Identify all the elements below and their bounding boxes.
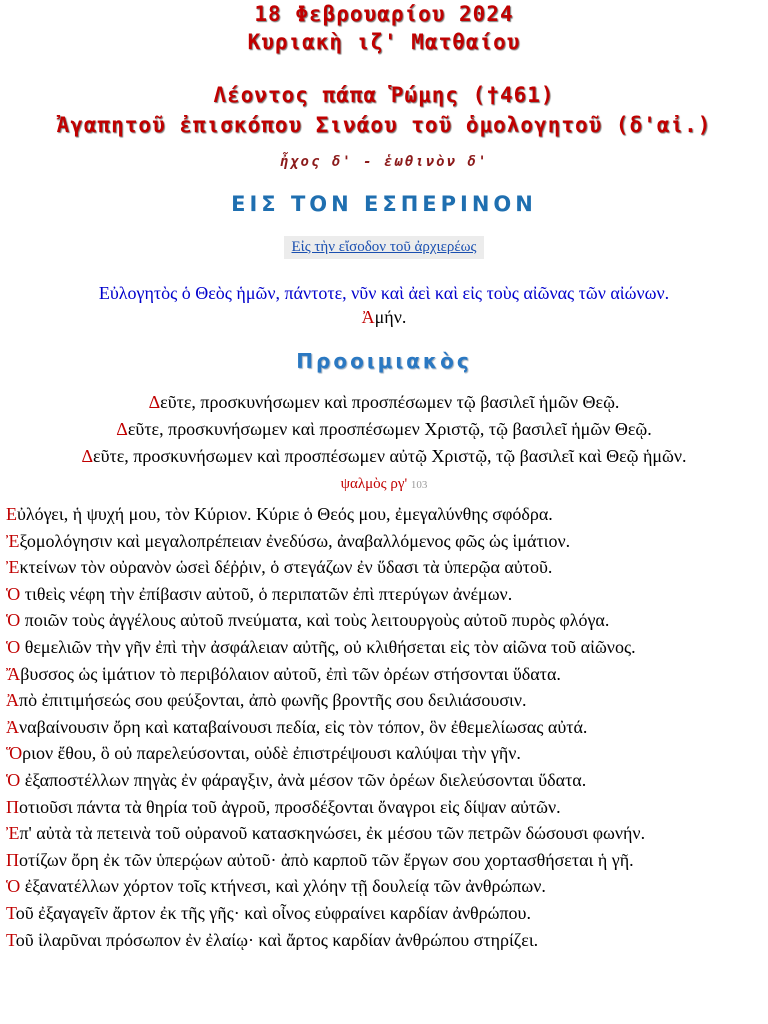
verse-initial: Ὅ bbox=[6, 743, 23, 764]
sunday-heading: Κυριακὴ ιζ' Ματθαίου bbox=[247, 30, 521, 54]
saint-heading-2: Ἀγαπητοῦ ἐπισκόπου Σινάου τοῦ ὁμολογητοῦ (δ'αἰ.) bbox=[56, 113, 712, 137]
date-heading: 18 Φεβρουαρίου 2024 bbox=[254, 2, 514, 26]
invitatory-text: εῦτε, προσκυνήσωμεν καὶ προσπέσωμεν Χριστῷ, τῷ βασιλεῖ ἡμῶν Θεῷ. bbox=[127, 419, 652, 439]
verse-line bbox=[6, 794, 768, 821]
verse-text: ἐξανατέλλων χόρτον τοῖς κτήνεσι, καὶ χλόην τῇ δουλείᾳ τῶν ἀνθρώπων. bbox=[20, 876, 546, 897]
invitatory-line bbox=[0, 389, 768, 416]
invitatory-block bbox=[0, 389, 768, 470]
verse-initial: Ὁ bbox=[6, 876, 21, 897]
verse-line bbox=[6, 607, 768, 634]
invitatory-line bbox=[0, 416, 768, 443]
verse-text: οῦ ἱλαρῦναι πρόσωπον ἐν ἐλαίῳ· καὶ ἄρτος καρδίαν ἀνθρώπου στηρίζει. bbox=[15, 929, 539, 950]
tone-label: ἦχος δ' - ἑωθινὸν δ' bbox=[279, 154, 489, 170]
verse-text: ἐξαποστέλλων πηγὰς ἐν φάραγξιν, ἀνὰ μέσον τῶν ὀρέων διελεύσονται ὕδατα. bbox=[20, 769, 587, 790]
verse-text: ριον ἔθου, ὃ οὐ παρελεύσονται, οὐδὲ ἐπιστρέψουσι καλύψαι τὴν γῆν. bbox=[22, 743, 521, 764]
verse-initial: Ε bbox=[6, 504, 17, 524]
verse-text: πὸ ἐπιτιμήσεώς σου φεύξονται, ἀπὸ φωνῆς βροντῆς σου δειλιάσουσιν. bbox=[19, 690, 527, 711]
verse-line bbox=[6, 528, 768, 555]
verse-initial: Ἄ bbox=[6, 663, 21, 684]
verse-line bbox=[6, 873, 768, 900]
verse-text: ποιῶν τοὺς ἀγγέλους αὐτοῦ πνεύματα, καὶ τοὺς λειτουργοὺς αὐτοῦ πυρὸς φλόγα. bbox=[20, 610, 610, 631]
psalm-heading bbox=[0, 476, 768, 493]
verse-initial: Ἐ bbox=[6, 823, 20, 844]
verse-line bbox=[6, 927, 768, 954]
verse-text: ὐλόγει, ἡ ψυχή μου, τὸν Κύριον. Κύριε ὁ Θεός μου, ἐμεγαλύνθης σφόδρα. bbox=[17, 504, 553, 524]
saint-heading-1: Λέοντος πάπα Ῥώμης (†461) bbox=[213, 83, 555, 107]
verse-initial: Π bbox=[6, 849, 19, 870]
psalm-label: ψαλμὸς ργ' bbox=[340, 476, 408, 492]
section-title: Προοιμιακὸς bbox=[296, 349, 472, 373]
verse-initial: Ἐ bbox=[6, 530, 20, 551]
invitatory-text: εῦτε, προσκυνήσωμεν καὶ προσπέσωμεν τῷ βασιλεῖ ἡμῶν Θεῷ. bbox=[160, 392, 620, 412]
verse-line bbox=[6, 554, 768, 581]
verse-line bbox=[6, 847, 768, 874]
blessing-text: Εὐλογητὸς ὁ Θεὸς ἡμῶν, πάντοτε, νῦν καὶ ἀεὶ καὶ εἰς τοὺς αἰῶνας τῶν αἰώνων. bbox=[98, 283, 670, 303]
verse-text: οῦ ἐξαγαγεῖν ἄρτον ἐκ τῆς γῆς· καὶ οἶνος εὐφραίνει καρδίαν ἀνθρώπου. bbox=[15, 902, 531, 923]
service-title: ΕΙΣ ΤΟΝ ΕΣΠΕΡΙΝΟΝ bbox=[231, 192, 537, 216]
psalm-number: 103 bbox=[410, 479, 428, 491]
drop-initial: Δ bbox=[116, 419, 128, 439]
verse-initial: Ὁ bbox=[6, 610, 21, 631]
verse-initial: Τ bbox=[6, 902, 16, 923]
verse-initial: Ὁ bbox=[6, 636, 21, 657]
verse-line bbox=[6, 740, 768, 767]
amen-rest: μήν. bbox=[374, 307, 407, 327]
entrance-link[interactable]: Εἰς τὴν εἴσοδον τοῦ ἀρχιερέως bbox=[284, 236, 485, 259]
verse-line bbox=[6, 661, 768, 688]
verse-line bbox=[6, 581, 768, 608]
verse-line bbox=[6, 501, 768, 528]
verse-text: βυσσος ὡς ἱμάτιον τὸ περιβόλαιον αὐτοῦ, ἐπὶ τῶν ὀρέων στήσονται ὕδατα. bbox=[20, 663, 561, 684]
verse-line bbox=[6, 900, 768, 927]
invitatory-line bbox=[0, 443, 768, 470]
verse-initial: Π bbox=[6, 796, 19, 817]
verse-line bbox=[6, 634, 768, 661]
drop-initial: Δ bbox=[148, 392, 161, 412]
verse-initial: Ὁ bbox=[6, 583, 21, 604]
amen-response bbox=[0, 305, 768, 329]
verse-line bbox=[6, 820, 768, 847]
verse-initial: Ἐ bbox=[6, 557, 20, 578]
invitatory-text: εῦτε, προσκυνήσωμεν καὶ προσπέσωμεν αὐτῷ Χριστῷ, τῷ βασιλεῖ καὶ Θεῷ ἡμῶν. bbox=[93, 446, 687, 466]
verse-initial: Τ bbox=[6, 929, 16, 950]
verse-text: π' αὐτὰ τὰ πετεινὰ τοῦ οὐρανοῦ κατασκηνώσει, ἐκ μέσου τῶν πετρῶν δώσουσι φωνήν. bbox=[19, 823, 646, 844]
entrance-link-wrapper bbox=[0, 236, 768, 259]
verse-initial: Ἀ bbox=[6, 716, 19, 737]
verse-line bbox=[6, 714, 768, 741]
verse-text: θεμελιῶν τὴν γῆν ἐπὶ τὴν ἀσφάλειαν αὐτῆς, οὐ κλιθήσεται εἰς τὸν αἰῶνα τοῦ αἰῶνος. bbox=[20, 636, 636, 657]
verse-initial: Ὁ bbox=[6, 769, 21, 790]
verse-line bbox=[6, 687, 768, 714]
verse-text: ναβαίνουσιν ὄρη καὶ καταβαίνουσι πεδία, εἰς τὸν τόπον, ὃν ἐθεμελίωσας αὐτά. bbox=[19, 716, 588, 737]
psalm-verses bbox=[6, 501, 768, 953]
verse-initial: Ἀ bbox=[6, 690, 19, 711]
verse-text: τιθεὶς νέφη τὴν ἐπίβασιν αὐτοῦ, ὁ περιπατῶν ἐπὶ πτερύγων ἀνέμων. bbox=[20, 583, 513, 604]
verse-text: κτείνων τὸν οὐρανὸν ὡσεὶ δέῤῥιν, ὁ στεγάζων ἐν ὕδασι τὰ ὑπερῷα αὐτοῦ. bbox=[19, 557, 553, 578]
drop-initial: Δ bbox=[81, 446, 94, 466]
saints-block bbox=[0, 80, 768, 140]
verse-text: οτίζων ὄρη ἐκ τῶν ὑπερῴων αὐτοῦ· ἀπὸ καρποῦ τῶν ἔργων σου χορτασθήσεται ἡ γῆ. bbox=[19, 849, 634, 870]
amen-initial: Ἀ bbox=[361, 307, 375, 327]
verse-text: οτιοῦσι πάντα τὰ θηρία τοῦ ἀγροῦ, προσδέξονται ὄναγροι εἰς δίψαν αὐτῶν. bbox=[19, 796, 561, 817]
verse-line bbox=[6, 767, 768, 794]
verse-text: ξομολόγησιν καὶ μεγαλοπρέπειαν ἐνεδύσω, ἀναβαλλόμενος φῶς ὡς ἱμάτιον. bbox=[19, 530, 571, 551]
